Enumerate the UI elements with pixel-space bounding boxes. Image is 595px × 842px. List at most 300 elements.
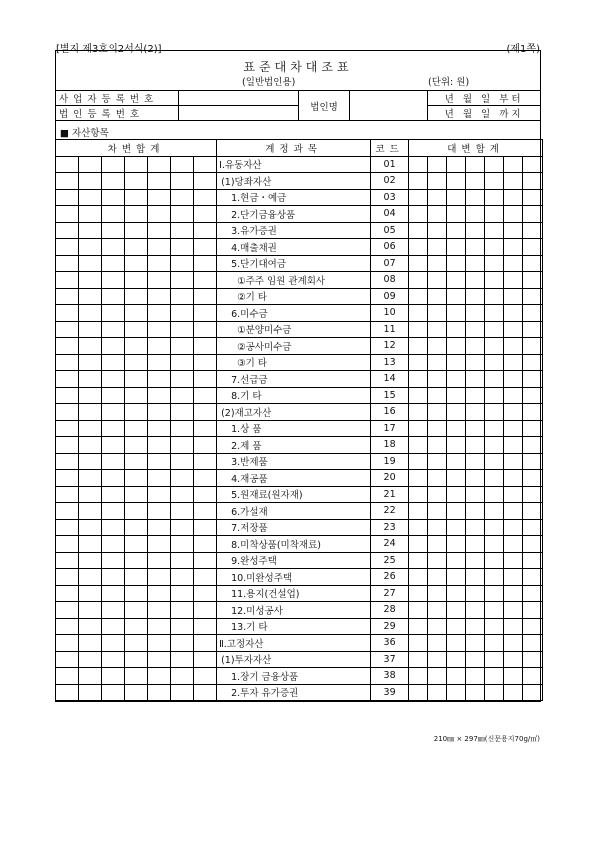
credit-amount-cell[interactable] (504, 470, 523, 487)
credit-amount-cell[interactable] (428, 288, 447, 305)
debit-amount-cell[interactable] (148, 552, 171, 569)
credit-amount-cell[interactable] (523, 321, 543, 338)
credit-amount-cell[interactable] (504, 173, 523, 190)
credit-amount-cell[interactable] (485, 354, 504, 371)
debit-amount-cell[interactable] (102, 437, 125, 454)
credit-amount-cell[interactable] (428, 239, 447, 256)
credit-amount-cell[interactable] (466, 239, 485, 256)
debit-amount-cell[interactable] (56, 239, 79, 256)
credit-amount-cell[interactable] (504, 239, 523, 256)
credit-amount-cell[interactable] (447, 453, 466, 470)
debit-amount-cell[interactable] (56, 387, 79, 404)
credit-amount-cell[interactable] (523, 387, 543, 404)
credit-amount-cell[interactable] (485, 569, 504, 586)
debit-amount-cell[interactable] (171, 437, 194, 454)
credit-amount-cell[interactable] (409, 189, 428, 206)
credit-amount-cell[interactable] (409, 552, 428, 569)
debit-amount-cell[interactable] (194, 602, 217, 619)
credit-amount-cell[interactable] (466, 602, 485, 619)
debit-amount-cell[interactable] (148, 222, 171, 239)
corp-reg-field[interactable] (178, 106, 298, 121)
debit-amount-cell[interactable] (102, 404, 125, 421)
credit-amount-cell[interactable] (409, 156, 428, 173)
credit-amount-cell[interactable] (428, 420, 447, 437)
debit-amount-cell[interactable] (79, 668, 102, 685)
credit-amount-cell[interactable] (485, 420, 504, 437)
credit-amount-cell[interactable] (466, 618, 485, 635)
credit-amount-cell[interactable] (504, 651, 523, 668)
credit-amount-cell[interactable] (504, 387, 523, 404)
debit-amount-cell[interactable] (79, 470, 102, 487)
credit-amount-cell[interactable] (523, 602, 543, 619)
debit-amount-cell[interactable] (148, 453, 171, 470)
debit-amount-cell[interactable] (79, 519, 102, 536)
debit-amount-cell[interactable] (79, 635, 102, 652)
credit-amount-cell[interactable] (409, 206, 428, 223)
debit-amount-cell[interactable] (125, 255, 148, 272)
debit-amount-cell[interactable] (125, 569, 148, 586)
credit-amount-cell[interactable] (504, 222, 523, 239)
debit-amount-cell[interactable] (194, 371, 217, 388)
credit-amount-cell[interactable] (466, 371, 485, 388)
credit-amount-cell[interactable] (523, 354, 543, 371)
credit-amount-cell[interactable] (466, 338, 485, 355)
debit-amount-cell[interactable] (148, 420, 171, 437)
debit-amount-cell[interactable] (148, 437, 171, 454)
credit-amount-cell[interactable] (466, 255, 485, 272)
credit-amount-cell[interactable] (466, 189, 485, 206)
credit-amount-cell[interactable] (485, 156, 504, 173)
credit-amount-cell[interactable] (428, 453, 447, 470)
credit-amount-cell[interactable] (485, 239, 504, 256)
debit-amount-cell[interactable] (125, 536, 148, 553)
debit-amount-cell[interactable] (194, 255, 217, 272)
debit-amount-cell[interactable] (148, 404, 171, 421)
credit-amount-cell[interactable] (504, 453, 523, 470)
credit-amount-cell[interactable] (466, 486, 485, 503)
debit-amount-cell[interactable] (56, 651, 79, 668)
credit-amount-cell[interactable] (466, 387, 485, 404)
credit-amount-cell[interactable] (485, 321, 504, 338)
credit-amount-cell[interactable] (428, 321, 447, 338)
debit-amount-cell[interactable] (56, 486, 79, 503)
credit-amount-cell[interactable] (466, 552, 485, 569)
debit-amount-cell[interactable] (148, 321, 171, 338)
credit-amount-cell[interactable] (409, 404, 428, 421)
credit-amount-cell[interactable] (409, 618, 428, 635)
debit-amount-cell[interactable] (56, 156, 79, 173)
debit-amount-cell[interactable] (56, 206, 79, 223)
debit-amount-cell[interactable] (148, 387, 171, 404)
credit-amount-cell[interactable] (466, 503, 485, 520)
credit-amount-cell[interactable] (428, 486, 447, 503)
credit-amount-cell[interactable] (428, 503, 447, 520)
debit-amount-cell[interactable] (102, 420, 125, 437)
credit-amount-cell[interactable] (409, 288, 428, 305)
debit-amount-cell[interactable] (125, 321, 148, 338)
credit-amount-cell[interactable] (485, 255, 504, 272)
credit-amount-cell[interactable] (485, 453, 504, 470)
debit-amount-cell[interactable] (102, 536, 125, 553)
credit-amount-cell[interactable] (485, 338, 504, 355)
debit-amount-cell[interactable] (125, 305, 148, 322)
credit-amount-cell[interactable] (466, 354, 485, 371)
credit-amount-cell[interactable] (466, 156, 485, 173)
credit-amount-cell[interactable] (447, 206, 466, 223)
credit-amount-cell[interactable] (428, 156, 447, 173)
debit-amount-cell[interactable] (125, 222, 148, 239)
credit-amount-cell[interactable] (523, 239, 543, 256)
credit-amount-cell[interactable] (504, 569, 523, 586)
debit-amount-cell[interactable] (148, 602, 171, 619)
debit-amount-cell[interactable] (125, 486, 148, 503)
credit-amount-cell[interactable] (523, 222, 543, 239)
credit-amount-cell[interactable] (504, 354, 523, 371)
debit-amount-cell[interactable] (79, 173, 102, 190)
corp-name-field[interactable] (350, 91, 428, 121)
credit-amount-cell[interactable] (409, 470, 428, 487)
debit-amount-cell[interactable] (102, 321, 125, 338)
debit-amount-cell[interactable] (79, 552, 102, 569)
credit-amount-cell[interactable] (523, 189, 543, 206)
debit-amount-cell[interactable] (148, 371, 171, 388)
debit-amount-cell[interactable] (194, 420, 217, 437)
debit-amount-cell[interactable] (125, 503, 148, 520)
debit-amount-cell[interactable] (171, 552, 194, 569)
credit-amount-cell[interactable] (466, 470, 485, 487)
debit-amount-cell[interactable] (194, 437, 217, 454)
credit-amount-cell[interactable] (523, 371, 543, 388)
debit-amount-cell[interactable] (102, 569, 125, 586)
credit-amount-cell[interactable] (504, 618, 523, 635)
debit-amount-cell[interactable] (148, 189, 171, 206)
credit-amount-cell[interactable] (409, 305, 428, 322)
debit-amount-cell[interactable] (125, 585, 148, 602)
credit-amount-cell[interactable] (504, 585, 523, 602)
credit-amount-cell[interactable] (466, 305, 485, 322)
credit-amount-cell[interactable] (485, 371, 504, 388)
credit-amount-cell[interactable] (447, 437, 466, 454)
credit-amount-cell[interactable] (409, 321, 428, 338)
debit-amount-cell[interactable] (194, 503, 217, 520)
debit-amount-cell[interactable] (194, 635, 217, 652)
debit-amount-cell[interactable] (171, 387, 194, 404)
debit-amount-cell[interactable] (125, 156, 148, 173)
debit-amount-cell[interactable] (56, 635, 79, 652)
debit-amount-cell[interactable] (171, 206, 194, 223)
credit-amount-cell[interactable] (447, 569, 466, 586)
debit-amount-cell[interactable] (125, 651, 148, 668)
credit-amount-cell[interactable] (504, 371, 523, 388)
credit-amount-cell[interactable] (485, 387, 504, 404)
credit-amount-cell[interactable] (409, 635, 428, 652)
credit-amount-cell[interactable] (504, 272, 523, 289)
debit-amount-cell[interactable] (125, 206, 148, 223)
debit-amount-cell[interactable] (171, 618, 194, 635)
credit-amount-cell[interactable] (466, 668, 485, 685)
debit-amount-cell[interactable] (171, 272, 194, 289)
credit-amount-cell[interactable] (409, 503, 428, 520)
debit-amount-cell[interactable] (148, 354, 171, 371)
debit-amount-cell[interactable] (194, 668, 217, 685)
debit-amount-cell[interactable] (79, 239, 102, 256)
debit-amount-cell[interactable] (148, 585, 171, 602)
debit-amount-cell[interactable] (79, 585, 102, 602)
credit-amount-cell[interactable] (409, 420, 428, 437)
credit-amount-cell[interactable] (504, 338, 523, 355)
business-reg-field[interactable] (178, 91, 298, 106)
debit-amount-cell[interactable] (148, 503, 171, 520)
debit-amount-cell[interactable] (56, 602, 79, 619)
credit-amount-cell[interactable] (466, 651, 485, 668)
debit-amount-cell[interactable] (102, 222, 125, 239)
credit-amount-cell[interactable] (447, 602, 466, 619)
debit-amount-cell[interactable] (125, 272, 148, 289)
credit-amount-cell[interactable] (428, 470, 447, 487)
credit-amount-cell[interactable] (523, 536, 543, 553)
debit-amount-cell[interactable] (56, 552, 79, 569)
debit-amount-cell[interactable] (56, 272, 79, 289)
debit-amount-cell[interactable] (171, 420, 194, 437)
debit-amount-cell[interactable] (148, 668, 171, 685)
debit-amount-cell[interactable] (56, 338, 79, 355)
debit-amount-cell[interactable] (148, 206, 171, 223)
credit-amount-cell[interactable] (485, 437, 504, 454)
credit-amount-cell[interactable] (504, 206, 523, 223)
debit-amount-cell[interactable] (125, 404, 148, 421)
debit-amount-cell[interactable] (79, 189, 102, 206)
debit-amount-cell[interactable] (194, 272, 217, 289)
debit-amount-cell[interactable] (171, 585, 194, 602)
debit-amount-cell[interactable] (148, 635, 171, 652)
debit-amount-cell[interactable] (125, 453, 148, 470)
debit-amount-cell[interactable] (79, 503, 102, 520)
credit-amount-cell[interactable] (523, 272, 543, 289)
credit-amount-cell[interactable] (428, 519, 447, 536)
credit-amount-cell[interactable] (466, 206, 485, 223)
credit-amount-cell[interactable] (523, 684, 543, 701)
debit-amount-cell[interactable] (171, 371, 194, 388)
debit-amount-cell[interactable] (171, 222, 194, 239)
debit-amount-cell[interactable] (194, 569, 217, 586)
debit-amount-cell[interactable] (125, 470, 148, 487)
credit-amount-cell[interactable] (447, 668, 466, 685)
debit-amount-cell[interactable] (171, 173, 194, 190)
debit-amount-cell[interactable] (148, 536, 171, 553)
credit-amount-cell[interactable] (447, 420, 466, 437)
debit-amount-cell[interactable] (148, 239, 171, 256)
credit-amount-cell[interactable] (447, 272, 466, 289)
debit-amount-cell[interactable] (56, 470, 79, 487)
debit-amount-cell[interactable] (125, 602, 148, 619)
debit-amount-cell[interactable] (79, 420, 102, 437)
credit-amount-cell[interactable] (485, 618, 504, 635)
credit-amount-cell[interactable] (447, 239, 466, 256)
credit-amount-cell[interactable] (485, 404, 504, 421)
debit-amount-cell[interactable] (79, 222, 102, 239)
credit-amount-cell[interactable] (428, 272, 447, 289)
debit-amount-cell[interactable] (194, 453, 217, 470)
credit-amount-cell[interactable] (409, 536, 428, 553)
credit-amount-cell[interactable] (523, 156, 543, 173)
debit-amount-cell[interactable] (102, 552, 125, 569)
credit-amount-cell[interactable] (504, 437, 523, 454)
credit-amount-cell[interactable] (428, 618, 447, 635)
credit-amount-cell[interactable] (523, 437, 543, 454)
credit-amount-cell[interactable] (409, 272, 428, 289)
credit-amount-cell[interactable] (409, 222, 428, 239)
debit-amount-cell[interactable] (171, 404, 194, 421)
credit-amount-cell[interactable] (466, 569, 485, 586)
debit-amount-cell[interactable] (56, 585, 79, 602)
debit-amount-cell[interactable] (125, 239, 148, 256)
credit-amount-cell[interactable] (409, 173, 428, 190)
debit-amount-cell[interactable] (102, 585, 125, 602)
debit-amount-cell[interactable] (148, 486, 171, 503)
credit-amount-cell[interactable] (504, 321, 523, 338)
credit-amount-cell[interactable] (504, 602, 523, 619)
credit-amount-cell[interactable] (504, 420, 523, 437)
debit-amount-cell[interactable] (171, 503, 194, 520)
debit-amount-cell[interactable] (148, 156, 171, 173)
debit-amount-cell[interactable] (102, 338, 125, 355)
debit-amount-cell[interactable] (125, 189, 148, 206)
credit-amount-cell[interactable] (447, 354, 466, 371)
credit-amount-cell[interactable] (428, 206, 447, 223)
debit-amount-cell[interactable] (194, 536, 217, 553)
credit-amount-cell[interactable] (466, 635, 485, 652)
credit-amount-cell[interactable] (409, 585, 428, 602)
credit-amount-cell[interactable] (523, 503, 543, 520)
debit-amount-cell[interactable] (171, 602, 194, 619)
debit-amount-cell[interactable] (171, 569, 194, 586)
credit-amount-cell[interactable] (466, 272, 485, 289)
debit-amount-cell[interactable] (79, 387, 102, 404)
debit-amount-cell[interactable] (171, 321, 194, 338)
credit-amount-cell[interactable] (523, 206, 543, 223)
debit-amount-cell[interactable] (56, 371, 79, 388)
credit-amount-cell[interactable] (504, 668, 523, 685)
debit-amount-cell[interactable] (102, 156, 125, 173)
debit-amount-cell[interactable] (194, 618, 217, 635)
credit-amount-cell[interactable] (428, 552, 447, 569)
credit-amount-cell[interactable] (428, 668, 447, 685)
debit-amount-cell[interactable] (102, 602, 125, 619)
debit-amount-cell[interactable] (79, 206, 102, 223)
credit-amount-cell[interactable] (409, 569, 428, 586)
credit-amount-cell[interactable] (447, 156, 466, 173)
credit-amount-cell[interactable] (504, 536, 523, 553)
credit-amount-cell[interactable] (466, 173, 485, 190)
credit-amount-cell[interactable] (428, 635, 447, 652)
credit-amount-cell[interactable] (428, 371, 447, 388)
debit-amount-cell[interactable] (171, 156, 194, 173)
credit-amount-cell[interactable] (485, 503, 504, 520)
debit-amount-cell[interactable] (125, 519, 148, 536)
debit-amount-cell[interactable] (125, 338, 148, 355)
credit-amount-cell[interactable] (523, 404, 543, 421)
credit-amount-cell[interactable] (447, 404, 466, 421)
debit-amount-cell[interactable] (125, 371, 148, 388)
credit-amount-cell[interactable] (523, 255, 543, 272)
credit-amount-cell[interactable] (485, 585, 504, 602)
credit-amount-cell[interactable] (466, 420, 485, 437)
debit-amount-cell[interactable] (125, 618, 148, 635)
credit-amount-cell[interactable] (504, 255, 523, 272)
credit-amount-cell[interactable] (523, 288, 543, 305)
credit-amount-cell[interactable] (428, 387, 447, 404)
credit-amount-cell[interactable] (523, 618, 543, 635)
credit-amount-cell[interactable] (409, 486, 428, 503)
credit-amount-cell[interactable] (447, 486, 466, 503)
debit-amount-cell[interactable] (56, 453, 79, 470)
credit-amount-cell[interactable] (485, 173, 504, 190)
debit-amount-cell[interactable] (194, 156, 217, 173)
credit-amount-cell[interactable] (523, 453, 543, 470)
debit-amount-cell[interactable] (125, 354, 148, 371)
credit-amount-cell[interactable] (504, 635, 523, 652)
credit-amount-cell[interactable] (523, 338, 543, 355)
credit-amount-cell[interactable] (504, 519, 523, 536)
debit-amount-cell[interactable] (148, 272, 171, 289)
debit-amount-cell[interactable] (79, 156, 102, 173)
debit-amount-cell[interactable] (79, 255, 102, 272)
debit-amount-cell[interactable] (102, 519, 125, 536)
debit-amount-cell[interactable] (56, 684, 79, 701)
debit-amount-cell[interactable] (171, 305, 194, 322)
debit-amount-cell[interactable] (148, 255, 171, 272)
credit-amount-cell[interactable] (428, 338, 447, 355)
debit-amount-cell[interactable] (102, 255, 125, 272)
credit-amount-cell[interactable] (504, 486, 523, 503)
credit-amount-cell[interactable] (409, 684, 428, 701)
debit-amount-cell[interactable] (148, 470, 171, 487)
credit-amount-cell[interactable] (428, 354, 447, 371)
credit-amount-cell[interactable] (485, 519, 504, 536)
debit-amount-cell[interactable] (171, 189, 194, 206)
credit-amount-cell[interactable] (523, 585, 543, 602)
credit-amount-cell[interactable] (409, 602, 428, 619)
debit-amount-cell[interactable] (148, 519, 171, 536)
credit-amount-cell[interactable] (523, 651, 543, 668)
debit-amount-cell[interactable] (125, 437, 148, 454)
credit-amount-cell[interactable] (504, 288, 523, 305)
credit-amount-cell[interactable] (409, 239, 428, 256)
credit-amount-cell[interactable] (447, 503, 466, 520)
debit-amount-cell[interactable] (148, 618, 171, 635)
debit-amount-cell[interactable] (125, 288, 148, 305)
debit-amount-cell[interactable] (79, 338, 102, 355)
debit-amount-cell[interactable] (194, 519, 217, 536)
debit-amount-cell[interactable] (194, 305, 217, 322)
debit-amount-cell[interactable] (102, 486, 125, 503)
credit-amount-cell[interactable] (447, 635, 466, 652)
debit-amount-cell[interactable] (102, 288, 125, 305)
period-to-field[interactable]: 년 월 일 까지 (428, 106, 541, 121)
debit-amount-cell[interactable] (194, 239, 217, 256)
debit-amount-cell[interactable] (79, 321, 102, 338)
credit-amount-cell[interactable] (523, 552, 543, 569)
debit-amount-cell[interactable] (194, 552, 217, 569)
debit-amount-cell[interactable] (148, 305, 171, 322)
debit-amount-cell[interactable] (194, 684, 217, 701)
debit-amount-cell[interactable] (56, 420, 79, 437)
debit-amount-cell[interactable] (102, 668, 125, 685)
debit-amount-cell[interactable] (194, 585, 217, 602)
credit-amount-cell[interactable] (466, 288, 485, 305)
credit-amount-cell[interactable] (409, 371, 428, 388)
credit-amount-cell[interactable] (485, 222, 504, 239)
